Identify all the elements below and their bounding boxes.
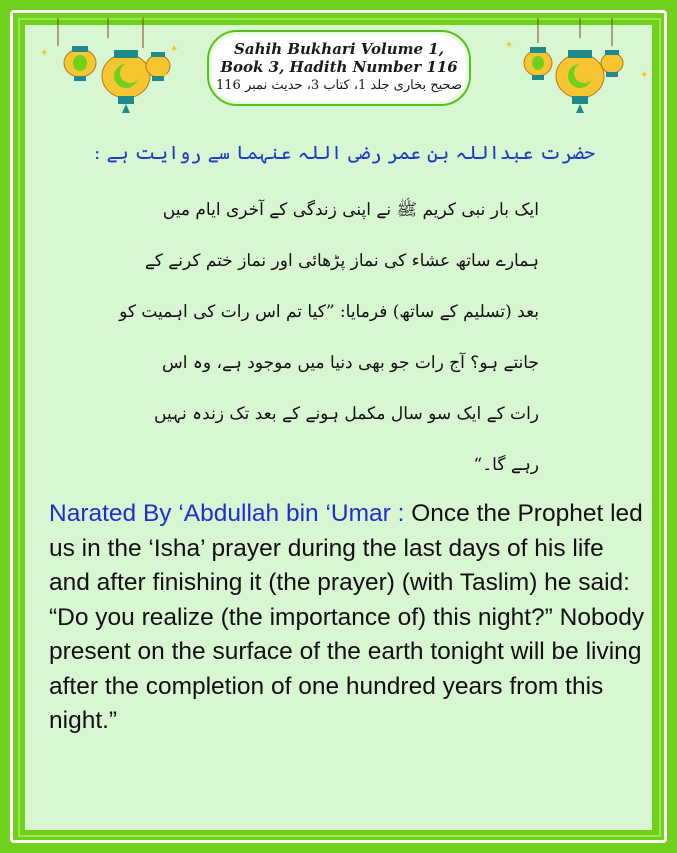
star-icon: ✦ [640, 70, 649, 81]
urdu-line: رات کے ایک سو سال مکمل ہونے کے بعد تک زندہ نہیں [154, 404, 539, 424]
narrator-label: Narated By ‘Abdullah bin ‘Umar : [49, 500, 405, 527]
urdu-body [119, 190, 539, 496]
urdu-line: جانتے ہو؟ آج رات جو بھی دنیا میں موجود ہے، وہ اس [162, 353, 539, 373]
title-box [207, 30, 471, 106]
urdu-line: رہے گا۔“ [473, 455, 539, 475]
english-translation [49, 497, 649, 739]
urdu-line: بعد (تسلیم کے ساتھ) فرمایا: ”کیا تم اس رات کی اہمیت کو [119, 302, 539, 322]
urdu-line: ایک بار نبی کریم ﷺ نے اپنی زندگی کے آخری ایام میں [162, 200, 539, 220]
star-icon: ✦ [160, 70, 169, 81]
lantern-icon [48, 18, 188, 113]
urdu-line: ہمارے ساتھ عشاء کی نماز پڑھائی اور نماز ختم کرنے کے [144, 251, 539, 271]
lantern-icon [500, 18, 640, 113]
title-urdu: صحیح بخاری جلد 1، کتاب 3، حدیث نمبر 116 [216, 78, 462, 93]
title-line-1: Sahih Bukhari Volume 1, [234, 40, 444, 58]
urdu-heading: حضرت عبداللہ بن عمر رضی اللہ عنہما سے روایت ہے : [94, 142, 595, 164]
star-icon: ✦ [505, 40, 514, 51]
star-icon: ✦ [40, 48, 49, 59]
hadith-text: Once the Prophet led us in the ‘Isha’ prayer during the last days of his life and after finishing it (the prayer) (with Taslim) he said: “Do you realize (the importance of) this night?” Nobody present on the surface of the earth tonight will be living after the completion of one hundred years from this night.” [49, 500, 645, 734]
title-line-2: Book 3, Hadith Number 116 [220, 58, 458, 76]
star-icon: ✦ [170, 44, 179, 55]
